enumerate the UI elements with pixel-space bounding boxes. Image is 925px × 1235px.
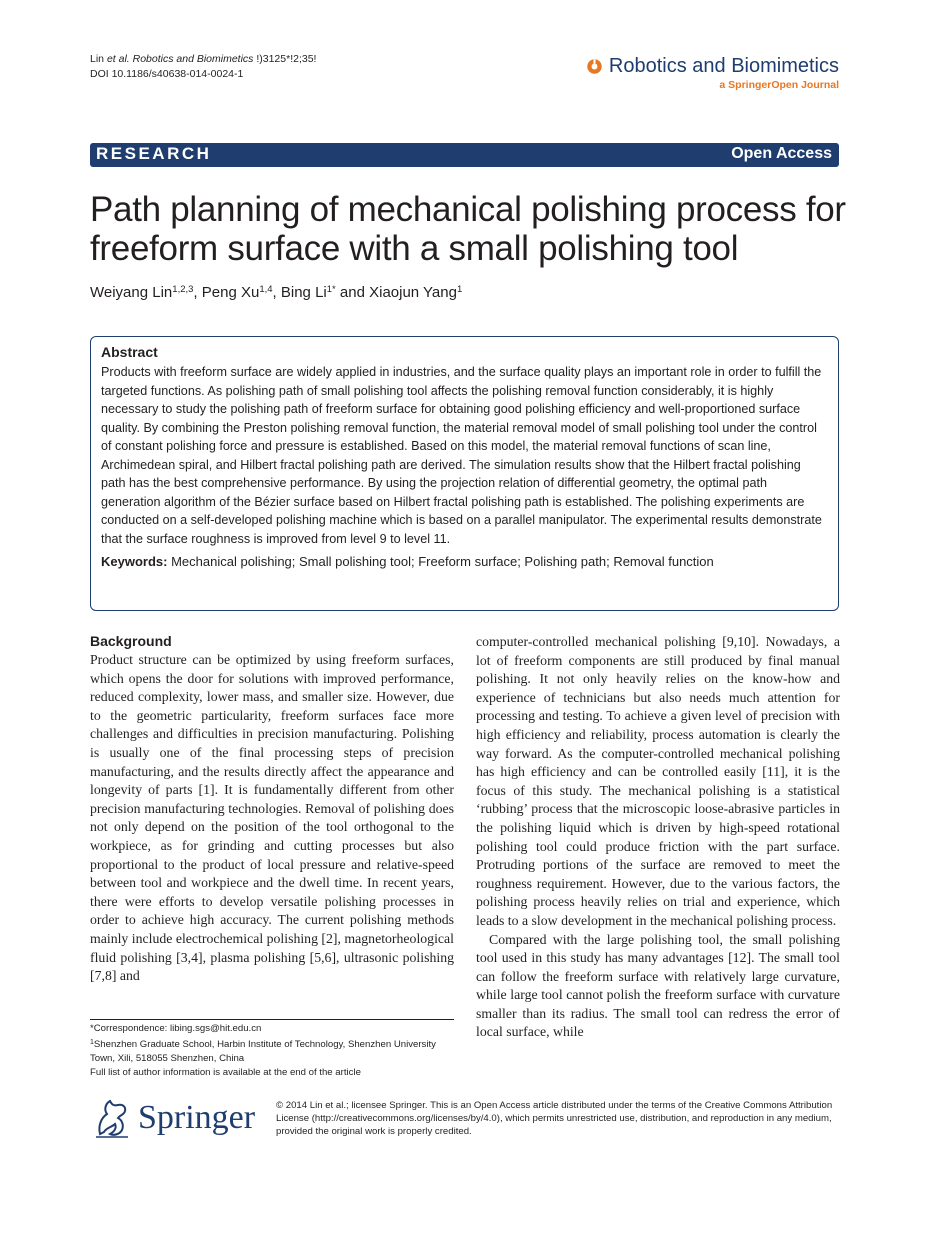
journal-name: Robotics and Biomimetics <box>608 55 839 77</box>
body-column-right <box>476 633 840 1042</box>
author-name[interactable]: Weiyang Lin <box>90 284 173 301</box>
paragraph: Compared with the large polishing tool, the small polishing tool used in this study has many advantages [12]. The small tool can follow the freeform surface with relatively large curvature, while large tool cannot polish the freeform surface with curvature smaller than its radius. The small tool can redress the error of local surface, while <box>476 931 840 1040</box>
footnote-block <box>90 1022 454 1080</box>
keywords-label: Keywords: <box>101 554 168 569</box>
article-title: Path planning of mechanical polishing process for freeform surface with a small polishing tool <box>90 190 846 268</box>
author-separator: , <box>272 284 281 301</box>
springer-horse-icon <box>92 1096 132 1140</box>
journal-subtitle: a SpringerOpen Journal <box>719 79 839 91</box>
section-heading-background: Background <box>90 633 172 649</box>
affiliation-number: 1 <box>90 1039 94 1046</box>
affiliation-text: Shenzhen Graduate School, Harbin Institute of Technology, Shenzhen University Town, Xili, 518055 Shenzhen, China <box>90 1039 436 1064</box>
springeropen-logo-icon <box>586 58 603 75</box>
author-info-note: Full list of author information is available at the end of the article <box>90 1067 361 1078</box>
author-separator: and <box>335 284 370 301</box>
citation-etal: et al. <box>106 53 130 65</box>
article-type-label: RESEARCH <box>96 144 212 163</box>
citation-authors: Lin <box>90 53 105 65</box>
citation-volume: !)3125*!2;35! <box>256 53 317 65</box>
citation-block <box>90 52 316 82</box>
citation-journal: Robotics and Biomimetics <box>132 53 254 65</box>
abstract-text: Products with freeform surface are widely applied in industries, and the surface quality plays an important role in order to fulfill the targeted functions. As polishing path of small polishing tool affects the polishing removal function considerably, it is highly necessary to study the polishing path of freeform surface for obtaining good polishing efficiency and well-proportioned surface quality. By combining the Preston polishing removal function, the material removal model of small polishing tool under the control of constant polishing force and pressure is established. Based on this model, the material removal functions of scan line, Archimedean spiral, and Hilbert fractal polishing path are derived. The simulation results show that the Hilbert fractal polishing path has the best comprehensive performance. By using the projection relation of differential geometry, the optimal path generation algorithm of the Bézier surface based on Hilbert fractal polishing path is established. The polishing experiments are conducted on a self-developed polishing machine which is based on a parallel manipulator. The experimental results demonstrate that the surface roughness is improved from level 9 to level 11. <box>101 365 822 546</box>
author-name[interactable]: Xiaojun Yang <box>369 284 457 301</box>
article-type-banner <box>90 143 839 167</box>
footnote-divider <box>90 1019 454 1020</box>
citation-line <box>90 52 316 67</box>
affiliation-line <box>90 1036 454 1066</box>
springer-logo[interactable] <box>92 1096 255 1140</box>
author-separator: , <box>193 284 202 301</box>
abstract-heading: Abstract <box>101 344 158 360</box>
license-text: © 2014 Lin et al.; licensee Springer. This is an Open Access article distributed under the terms of the Creative Commons Attribution License (http://creativecommons.org/licenses/by/4.0), which permits unrestricted use, distribution, and reproduction in any medium, provided the original work is properly credited. <box>276 1100 833 1138</box>
springer-wordmark: Springer <box>138 1099 256 1136</box>
author-list <box>90 284 462 301</box>
body-column-left <box>90 651 454 986</box>
journal-brand[interactable] <box>586 55 839 91</box>
keywords-line <box>101 554 828 569</box>
correspondence-email[interactable]: *Correspondence: libing.sgs@hit.edu.cn <box>90 1023 262 1034</box>
open-access-label: Open Access <box>731 145 832 162</box>
author-affiliation: 1,2,3 <box>172 284 194 295</box>
author-name[interactable]: Peng Xu <box>201 284 260 301</box>
keywords-text: Mechanical polishing; Small polishing tool; Freeform surface; Polishing path; Removal function <box>171 554 714 569</box>
abstract-box <box>90 336 839 611</box>
doi-link[interactable]: DOI 10.1186/s40638-014-0024-1 <box>90 68 244 80</box>
author-affiliation: 1 <box>456 284 463 295</box>
author-affiliation: 1,4 <box>259 284 273 295</box>
author-affiliation: 1* <box>326 284 336 295</box>
paragraph: computer-controlled mechanical polishing [9,10]. Nowadays, a lot of freeform components are still produced by final manual polishing. It not only heavily relies on the know-how and experience of technicians but also needs much attention for processing and testing. To achieve a given level of precision with high efficiency and reliability, process automation is clearly the way forward. As the computer-controlled mechanical polishing has high efficiency and can be controlled easily [11], it is the focus of this study. The mechanical polishing is a statistical ‘rubbing’ process that the microscopic loose-abrasive particles in the polishing liquid which is driven by high-speed rotational polishing tool could produce friction with the part surface. Protruding portions of the surface are removed to meet the roughness requirement. However, due to the various factors, the polishing process heavily relies on trial and experience, which leads to a slow development in the mechanical polishing process. <box>476 634 840 928</box>
author-name[interactable]: Bing Li <box>280 284 327 301</box>
paragraph: Product structure can be optimized by using freeform surfaces, which opens the door for solutions with improved performance, reduced complexity, lower mass, and smaller size. However, due to the geometric particularity, freeform surfaces face more challenges and difficulties in precision manufacturing. Polishing is usually one of the final processing steps of precision manufacturing, and the results directly affect the appearance and longevity of parts [1]. It is fundamentally different from other precision manufacturing technologies. Removal of polishing does not only depend on the position of the tool orthogonal to the workpiece, as for grinding and cutting processes but also proportional to the product of local pressure and relative-speed between tool and workpiece and the dwell time. In recent years, there were efforts to develop versatile polishing processes in order to achieve high accuracy. The current polishing methods mainly include electrochemical polishing [2], magnetorheological fluid polishing [3,4], plasma polishing [5,6], ultrasonic polishing [7,8] and <box>90 652 454 984</box>
